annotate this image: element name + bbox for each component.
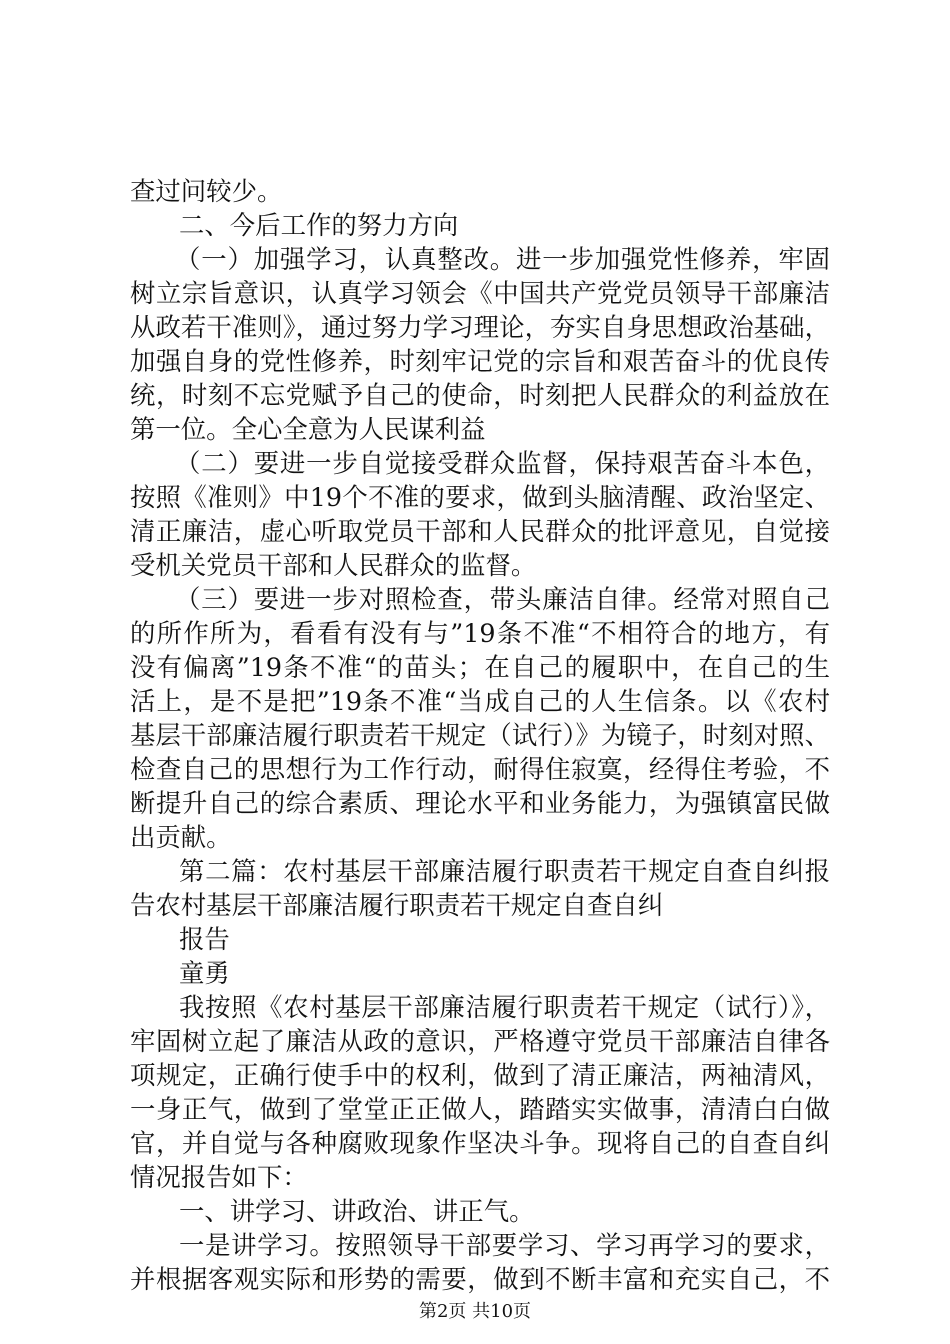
body-line: 活上，是不是把”19条不准“当成自己的人生信条。以《农村 <box>130 686 830 716</box>
body-line: 官，并自觉与各种腐败现象作坚决斗争。现将自己的自查自纠 <box>130 1128 830 1158</box>
body-line: （三）要进一步对照检查，带头廉洁自律。经常对照自己 <box>175 584 830 614</box>
body-line: 牢固树立起了廉洁从政的意识，严格遵守党员干部廉洁自律各 <box>130 1026 830 1056</box>
body-line: 的所作所为，看看有没有与”19条不准“不相符合的地方，有 <box>130 618 830 648</box>
body-line: 项规定，正确行使手中的权利，做到了清正廉洁，两袖清风， <box>130 1060 830 1090</box>
body-line: 树立宗旨意识，认真学习领会《中国共产党党员领导干部廉洁 <box>130 278 830 308</box>
body-line: 出贡献。 <box>130 822 232 852</box>
section-heading: 一、讲学习、讲政治、讲正气。 <box>179 1196 535 1226</box>
chapter-title: 第二篇：农村基层干部廉洁履行职责若干规定自查自纠报 <box>179 856 830 886</box>
body-line: 按照《准则》中19个不准的要求，做到头脑清醒、政治坚定、 <box>130 482 830 512</box>
chapter-title: 告农村基层干部廉洁履行职责若干规定自查自纠 <box>130 890 664 920</box>
body-line: 一是讲学习。按照领导干部要学习、学习再学习的要求， <box>179 1230 830 1260</box>
body-line: 加强自身的党性修养，时刻牢记党的宗旨和艰苦奋斗的优良传 <box>130 346 830 376</box>
body-line: 没有偏离”19条不准“的苗头；在自己的履职中，在自己的生 <box>130 652 830 682</box>
body-line: 从政若干准则》，通过努力学习理论，夯实自身思想政治基础， <box>130 312 830 342</box>
body-line: 我按照《农村基层干部廉洁履行职责若干规定（试行）》， <box>179 992 830 1022</box>
body-line: 第一位。全心全意为人民谋利益 <box>130 414 486 444</box>
section-heading: 二、今后工作的努力方向 <box>179 210 459 240</box>
page-footer: 第2页 共10页 <box>418 1301 532 1322</box>
body-line: 统，时刻不忘党赋予自己的使命，时刻把人民群众的利益放在 <box>130 380 830 410</box>
body-line: （一）加强学习，认真整改。进一步加强党性修养，牢固 <box>175 244 830 274</box>
body-line: 清正廉洁，虚心听取党员干部和人民群众的批评意见，自觉接 <box>130 516 830 546</box>
chapter-title: 报告 <box>179 924 230 954</box>
body-line: 情况报告如下： <box>130 1162 308 1192</box>
body-line: 一身正气，做到了堂堂正正做人，踏踏实实做事，清清白白做 <box>130 1094 830 1124</box>
body-line: 并根据客观实际和形势的需要，做到不断丰富和充实自己，不 <box>130 1264 830 1294</box>
body-line: 断提升自己的综合素质、理论水平和业务能力，为强镇富民做 <box>130 788 830 818</box>
body-line: （二）要进一步自觉接受群众监督，保持艰苦奋斗本色， <box>175 448 830 478</box>
body-line: 基层干部廉洁履行职责若干规定（试行）》为镜子，时刻对照、 <box>130 720 830 750</box>
body-line: 检查自己的思想行为工作行动，耐得住寂寞，经得住考验，不 <box>130 754 830 784</box>
author-name: 童勇 <box>179 958 230 988</box>
body-line: 查过问较少。 <box>130 176 283 206</box>
body-line: 受机关党员干部和人民群众的监督。 <box>130 550 537 580</box>
